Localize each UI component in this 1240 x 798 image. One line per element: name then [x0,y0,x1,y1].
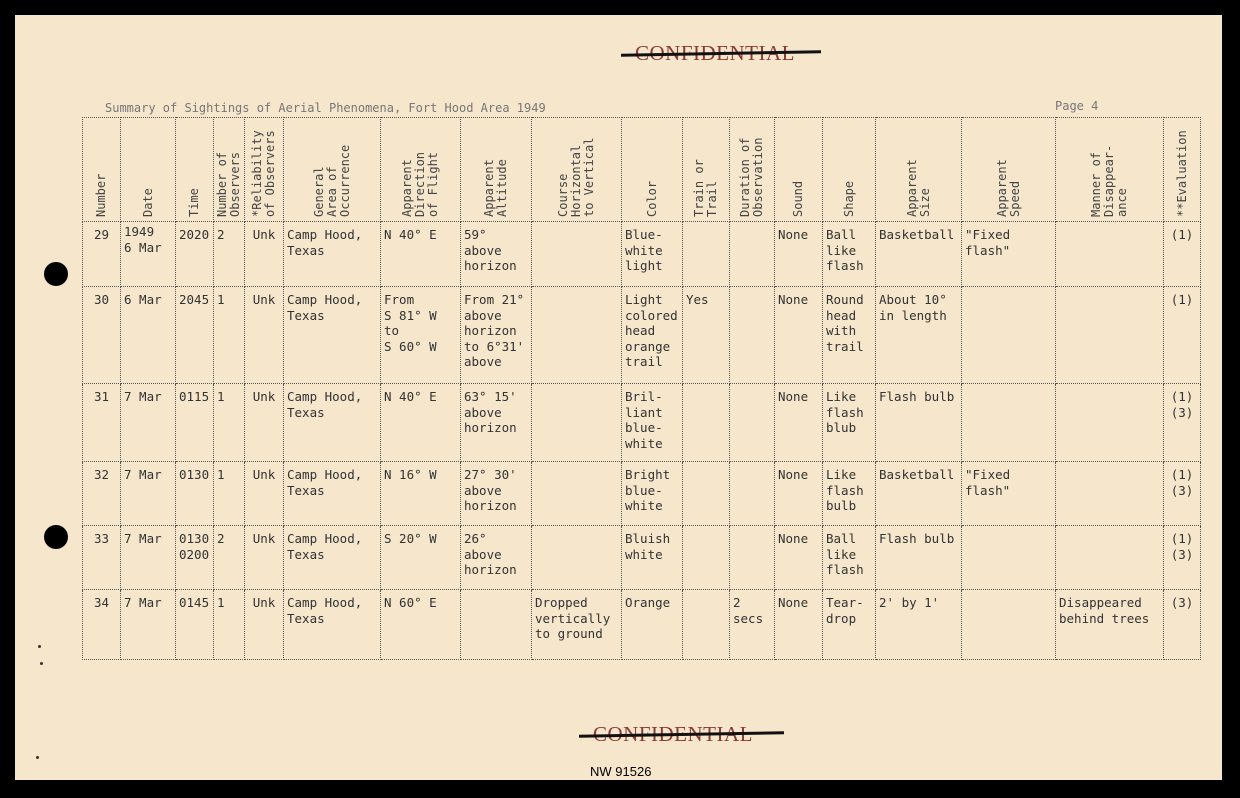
table-cell: Orange [622,590,683,660]
table-cell: Blue- white light [622,222,683,287]
table-cell: 0130 [176,462,214,526]
table-cell [962,384,1056,462]
table-cell: N 16° W [381,462,461,526]
table-cell [730,384,775,462]
table-row [83,526,1201,590]
table-cell: 63° 15' above horizon [461,384,532,462]
table-cell: "Fixed flash" [962,222,1056,287]
punch-hole-top [44,262,68,286]
table-cell: Unk [245,590,284,660]
table-cell [1056,462,1164,526]
table-cell [1056,222,1164,287]
header-cell: Apparent Altitude [461,118,532,222]
header-cell: Time [176,118,214,222]
table-row [83,287,1201,384]
table-cell: 2 secs [730,590,775,660]
table-cell: 6 Mar [121,287,176,384]
table-cell: Flash bulb [876,384,962,462]
table-cell: 27° 30' above horizon [461,462,532,526]
table-cell: Tear- drop [823,590,876,660]
header-cell: Color [622,118,683,222]
header-cell: Date [121,118,176,222]
table-cell: Ball like flash [823,526,876,590]
table-cell: Unk [245,526,284,590]
table-cell [532,462,622,526]
table-cell: Unk [245,287,284,384]
table-cell: Basketball [876,462,962,526]
header-cell: **Evaluation [1164,118,1201,222]
table-cell [1056,526,1164,590]
table-cell: "Fixed flash" [962,462,1056,526]
confidential-stamp-bottom: CONFIDENTIAL [593,722,753,747]
table-cell: 7 Mar [121,526,176,590]
table-cell [461,590,532,660]
table-cell: 2 [214,526,245,590]
table-cell: From 21° above horizon to 6°31' above [461,287,532,384]
table-cell: 7 Mar [121,590,176,660]
table-cell: (1) [1164,222,1201,287]
header-cell: General Area of Occurrence [284,118,381,222]
table-cell: 1 [214,590,245,660]
table-cell: Round head with trail [823,287,876,384]
speck [38,645,41,648]
table-cell: About 10° in length [876,287,962,384]
table-cell: 7 Mar [121,462,176,526]
table-cell: (1) (3) [1164,384,1201,462]
table-cell: (3) [1164,590,1201,660]
speck [40,662,43,665]
header-cell: Train or Trail [683,118,730,222]
table-cell [1056,287,1164,384]
table-cell: Ball like flash [823,222,876,287]
sightings-table [82,117,1201,660]
table-cell [683,526,730,590]
table-cell [730,462,775,526]
table-cell: 1 [214,384,245,462]
table-cell: 32 [83,462,121,526]
table-cell: None [775,462,823,526]
table-cell [730,287,775,384]
table-cell: None [775,590,823,660]
header-cell: Manner of Disappear- ance [1056,118,1164,222]
table-cell [532,526,622,590]
table-cell: Light colored head orange trail [622,287,683,384]
table-cell: N 40° E [381,384,461,462]
table-cell: Bright blue- white [622,462,683,526]
table-cell [1056,384,1164,462]
table-cell: Camp Hood, Texas [284,287,381,384]
header-cell: Sound [775,118,823,222]
table-cell: Basketball [876,222,962,287]
table-cell [683,462,730,526]
table-cell: Like flash bulb [823,462,876,526]
table-cell: S 20° W [381,526,461,590]
table-cell: 31 [83,384,121,462]
header-row [83,118,1201,222]
table-cell [532,287,622,384]
table-cell: Camp Hood, Texas [284,384,381,462]
table-cell: Unk [245,222,284,287]
table-cell: (1) [1164,287,1201,384]
table-cell: Bluish white [622,526,683,590]
table-cell: Unk [245,462,284,526]
header-cell: Course Horizontal to Vertical [532,118,622,222]
speck [36,756,39,759]
table-cell: Disappeared behind trees [1056,590,1164,660]
header-cell: Shape [823,118,876,222]
footer-document-id: NW 91526 [590,764,652,779]
table-cell: 0115 [176,384,214,462]
table-cell: 2020 [176,222,214,287]
header-cell: Number of Observers [214,118,245,222]
table-cell: N 60° E [381,590,461,660]
table-row [83,384,1201,462]
table-cell: 59° above horizon [461,222,532,287]
table-cell: 1949 6 Mar [121,222,176,287]
header-cell: Apparent Speed [962,118,1056,222]
header-cell: Number [83,118,121,222]
header-cell: Apparent Direction of Flight [381,118,461,222]
table-cell [532,384,622,462]
table-cell: 33 [83,526,121,590]
table-cell: 2045 [176,287,214,384]
table-cell [962,287,1056,384]
table-cell: Unk [245,384,284,462]
table-cell: None [775,526,823,590]
header-cell: Apparent Size [876,118,962,222]
table-cell [730,222,775,287]
table-cell: 29 [83,222,121,287]
confidential-stamp-top: CONFIDENTIAL [635,41,795,66]
table-cell [730,526,775,590]
header-cell: Duration of Observation [730,118,775,222]
table-row [83,590,1201,660]
table-cell: Like flash blub [823,384,876,462]
table-cell [683,222,730,287]
table-cell: Dropped vertically to ground [532,590,622,660]
table-cell: 2' by 1' [876,590,962,660]
table-cell: Flash bulb [876,526,962,590]
table-cell: 7 Mar [121,384,176,462]
table-cell: 2 [214,222,245,287]
table-cell: From S 81° W to S 60° W [381,287,461,384]
table-cell: 0145 [176,590,214,660]
table-row [83,462,1201,526]
table-cell: Camp Hood, Texas [284,590,381,660]
table-cell: None [775,384,823,462]
table-cell: 26° above horizon [461,526,532,590]
table-cell: Camp Hood, Texas [284,526,381,590]
document-title: Summary of Sightings of Aerial Phenomena, Fort Hood Area 1949 [105,101,546,115]
punch-hole-bottom [44,525,68,549]
table-cell: None [775,287,823,384]
table-cell [532,222,622,287]
page-reference: Page 4 [1055,99,1099,113]
table-row [83,222,1201,287]
table-cell: Bril- liant blue- white [622,384,683,462]
table-cell: (1) (3) [1164,526,1201,590]
table-cell [683,590,730,660]
table-cell: Camp Hood, Texas [284,462,381,526]
table-cell: 0130 0200 [176,526,214,590]
header-cell: *Reliability of Observers [245,118,284,222]
table-cell [962,590,1056,660]
table-cell [962,526,1056,590]
table-cell: (1) (3) [1164,462,1201,526]
table-cell: Yes [683,287,730,384]
table-cell: 30 [83,287,121,384]
table-cell: 1 [214,287,245,384]
table-cell: None [775,222,823,287]
table-cell: 34 [83,590,121,660]
table-cell: N 40° E [381,222,461,287]
table-cell [683,384,730,462]
table-cell: Camp Hood, Texas [284,222,381,287]
table-cell: 1 [214,462,245,526]
